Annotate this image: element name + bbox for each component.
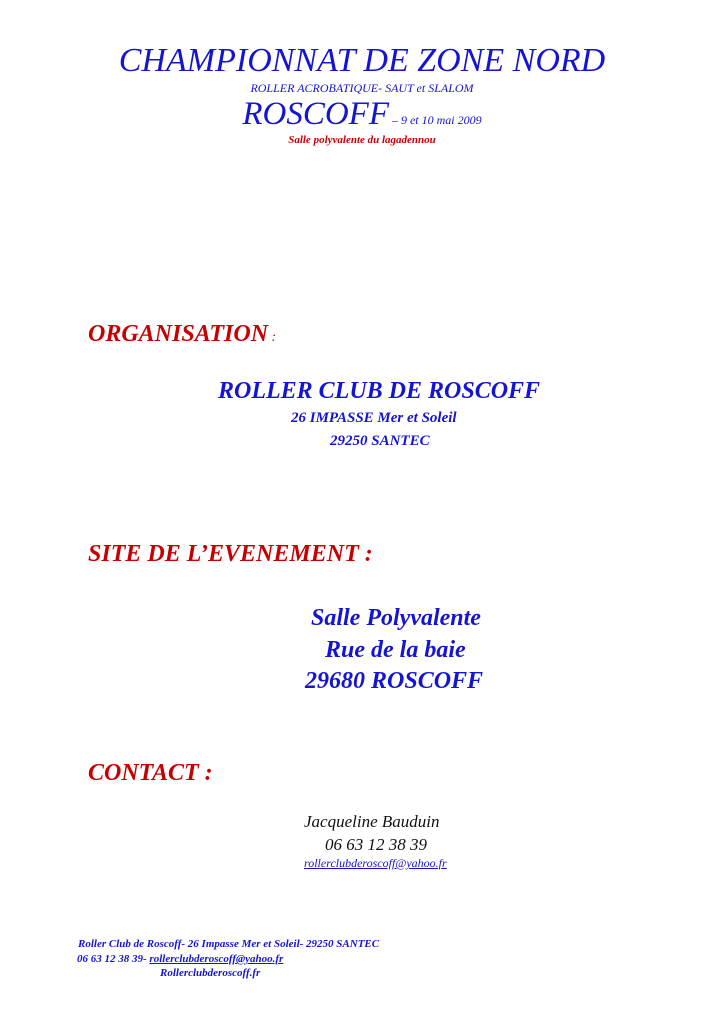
event-title: CHAMPIONNAT DE ZONE NORD — [118, 42, 606, 79]
club-address-street: 26 IMPASSE Mer et Soleil — [291, 410, 457, 426]
event-venue: Salle polyvalente du lagadennou — [288, 134, 436, 146]
organisation-label: ORGANISATION — [88, 321, 269, 347]
event-dates: – 9 et 10 mai 2009 — [388, 113, 482, 127]
site-venue-name: Salle Polyvalente — [311, 605, 481, 631]
organisation-colon: : — [268, 330, 277, 345]
footer-email-link[interactable]: rollerclubderoscoff@yahoo.fr — [149, 953, 284, 965]
club-address-city: 29250 SANTEC — [330, 433, 430, 449]
organisation-heading — [88, 321, 276, 348]
footer-contact-line — [77, 953, 283, 965]
footer-address: Roller Club de Roscoff- 26 Impasse Mer et Soleil- 29250 SANTEC — [78, 938, 380, 950]
site-heading: SITE DE L’EVENEMENT : — [88, 541, 373, 567]
contact-phone: 06 63 12 38 39 — [325, 835, 427, 854]
footer-website[interactable]: Rollerclubderoscoff.fr — [160, 967, 261, 979]
event-city: ROSCOFF — [242, 96, 389, 132]
contact-name: Jacqueline Bauduin — [304, 812, 440, 831]
club-name: ROLLER CLUB DE ROSCOFF — [218, 378, 541, 404]
site-street: Rue de la baie — [325, 637, 466, 663]
site-city: 29680 ROSCOFF — [305, 668, 484, 694]
footer-phone: 06 63 12 38 39- — [77, 953, 150, 965]
contact-email-link[interactable]: rollerclubderoscoff@yahoo.fr — [304, 856, 447, 870]
contact-heading: CONTACT : — [88, 760, 213, 786]
event-subtitle: ROLLER ACROBATIQUE- SAUT et SLALOM — [250, 81, 474, 95]
city-date-line — [0, 96, 724, 133]
